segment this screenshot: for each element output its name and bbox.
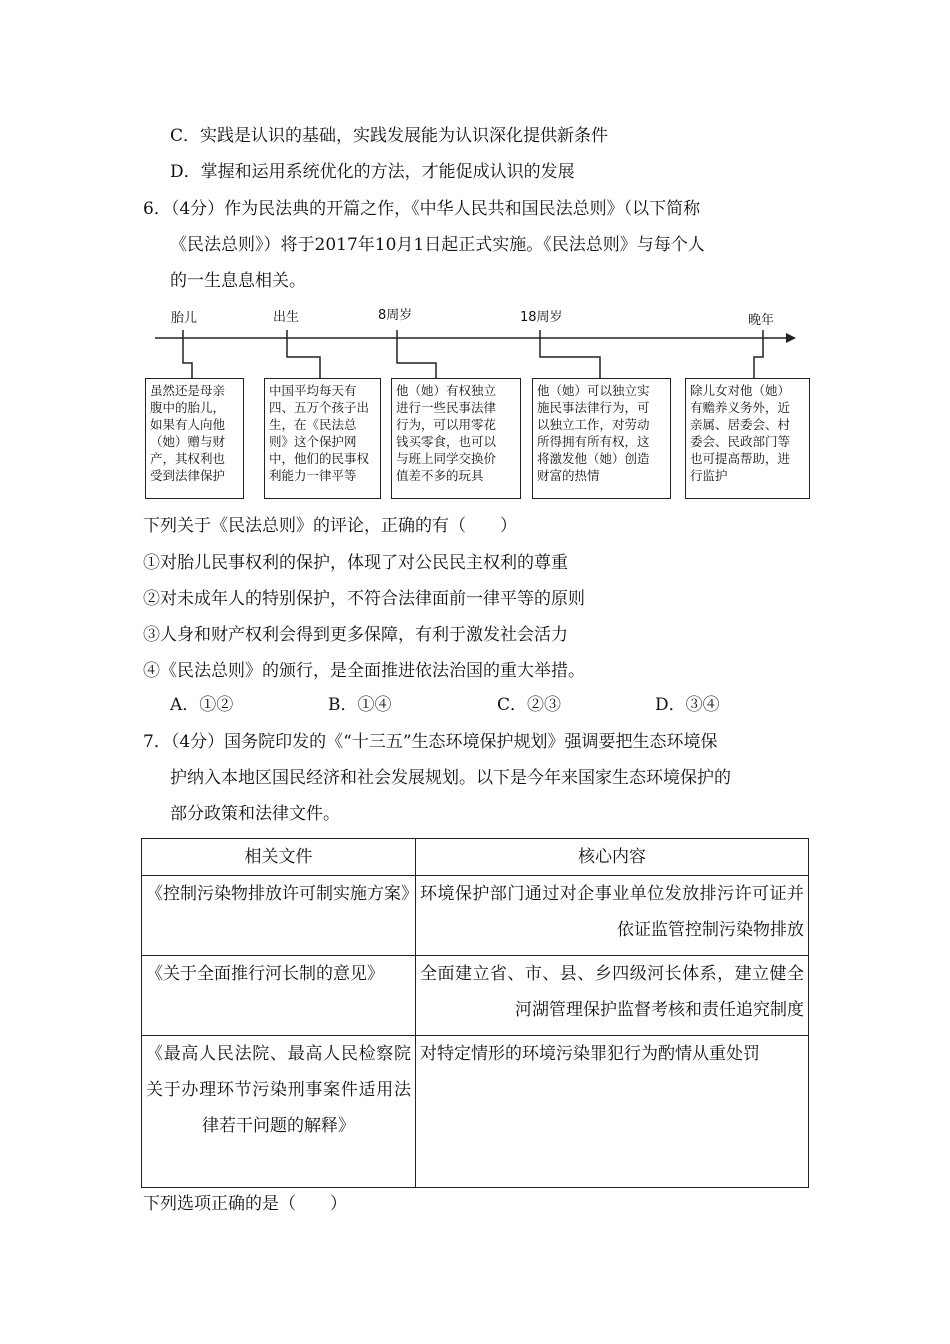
connector-8 [397, 330, 436, 378]
label-fetus: 胎儿 [171, 311, 198, 326]
statement-4: ④《民法总则》的颁行，是全面推进依法治国的重大举措。 [143, 661, 585, 681]
question-6-stem: 下列关于《民法总则》的评论，正确的有（ ） [143, 516, 517, 536]
box-birth: 中国平均每天有 四、五万个孩子出 生，在《民法总 则》这个保护网 中，他们的民事权 利能力一律平等 [264, 378, 381, 499]
connector-birth [287, 330, 320, 378]
box-old-age: 除儿女对他（她） 有赡养义务外，近 亲属、居委会、村 委会、民政部门等 也可提高帮助，进 行监护 [685, 378, 810, 499]
row-1-content: 环境保护部门通过对企事业单位发放排污许可证并依证监管控制污染物排放 [420, 884, 804, 940]
connector-fetus [183, 330, 192, 378]
box-fetus: 虽然还是母亲 腹中的胎儿， 如果有人向他 （她）赠与财 产，其权利也 受到法律保护 [145, 378, 244, 499]
row-1-document: 《控制污染物排放许可制实施方案》 [146, 884, 418, 904]
table-row [142, 956, 809, 1036]
label-age-8: 8周岁 [378, 308, 413, 323]
option-d-prev: D．掌握和运用系统优化的方法，才能促成认识的发展 [170, 162, 575, 182]
box-age-8: 他（她）有权独立 进行一些民事法律 行为，可以用零花 钱买零食，也可以 与班上同学交换价 值差不多的玩具 [391, 378, 521, 499]
option-a[interactable]: A．①② [170, 695, 234, 715]
option-c-prev: C．实践是认识的基础，实践发展能为认识深化提供新条件 [170, 126, 609, 146]
question-6-line3: 的一生息息相关。 [170, 271, 306, 291]
question-7-line2: 护纳入本地区国民经济和社会发展规划。以下是今年来国家生态环境保护的 [170, 768, 731, 788]
header-documents: 相关文件 [142, 839, 416, 876]
question-7-line3: 部分政策和法律文件。 [170, 804, 340, 824]
connector-old [754, 330, 763, 378]
statement-3: ③人身和财产权利会得到更多保障，有利于激发社会活力 [143, 625, 568, 645]
row-3-document: 《最高人民法院、最高人民检察院关于办理环节污染刑事案件适用法律若干问题的解释》 [146, 1044, 411, 1136]
header-core-content: 核心内容 [416, 839, 809, 876]
table-row [142, 876, 809, 956]
statement-1: ①对胎儿民事权利的保护，体现了对公民民主权利的尊重 [143, 553, 568, 573]
option-d[interactable]: D．③④ [655, 695, 720, 715]
question-6-line2: 《民法总则》）将于2017年10月1日起正式实施。《民法总则》与每个人 [170, 235, 705, 255]
label-birth: 出生 [273, 310, 300, 325]
question-6-line1: 6．（4分）作为民法典的开篇之作，《中华人民共和国民法总则》（以下简称 [143, 199, 701, 219]
label-old-age: 晚年 [748, 313, 775, 328]
connector-18 [540, 330, 600, 378]
life-timeline-diagram [140, 305, 820, 505]
row-2-content: 全面建立省、市、县、乡四级河长体系，建立健全河湖管理保护监督考核和责任追究制度 [420, 964, 804, 1020]
question-7-stem: 下列选项正确的是（ ） [143, 1194, 347, 1214]
row-2-document: 《关于全面推行河长制的意见》 [146, 964, 384, 984]
table-header-row [142, 839, 809, 876]
question-7-line1: 7．（4分）国务院印发的《“十三五”生态环境保护规划》强调要把生态环境保 [143, 732, 718, 752]
timeline-arrow-icon [786, 333, 796, 343]
table-row [142, 1036, 809, 1188]
statement-2: ②对未成年人的特别保护，不符合法律面前一律平等的原则 [143, 589, 585, 609]
label-age-18: 18周岁 [520, 310, 563, 325]
option-b[interactable]: B．①④ [328, 695, 392, 715]
policy-documents-table [141, 838, 809, 1188]
row-3-content: 对特定情形的环境污染罪犯行为酌情从重处罚 [420, 1044, 760, 1064]
question-6-options [0, 693, 950, 719]
option-c[interactable]: C．②③ [497, 695, 562, 715]
box-age-18: 他（她）可以独立实 施民事法律行为，可 以独立工作，对劳动 所得拥有所有权，这 将激发他（她）创造 财富的热情 [532, 378, 671, 499]
